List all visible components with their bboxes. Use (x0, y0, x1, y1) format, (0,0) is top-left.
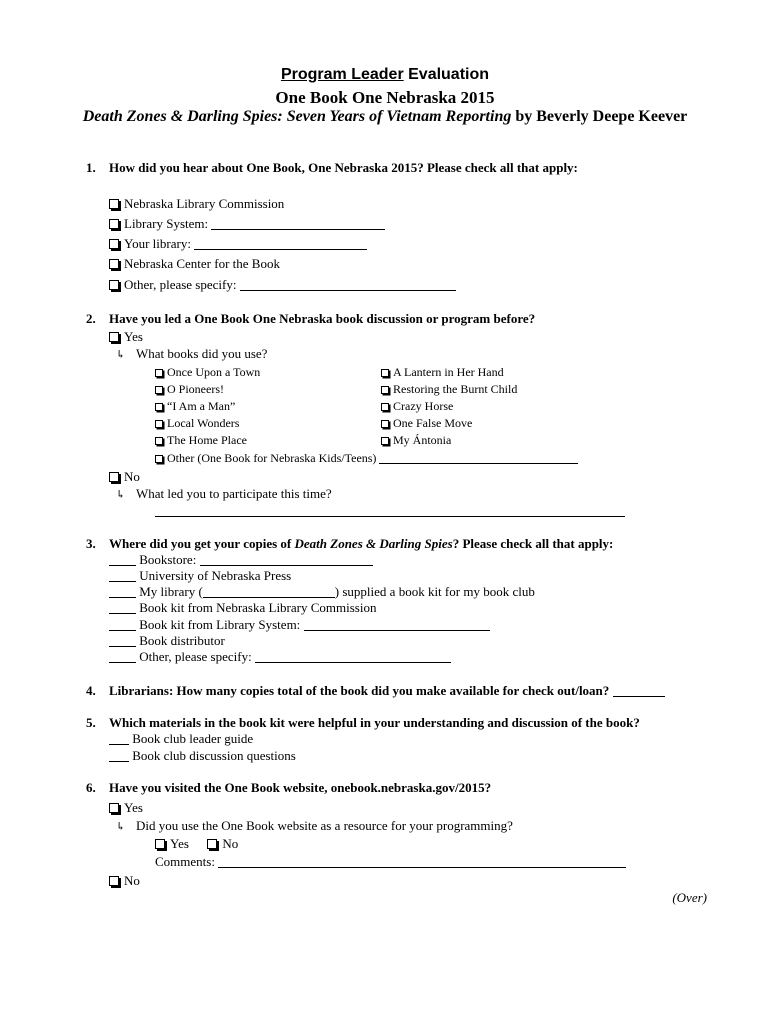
checkbox-icon[interactable] (109, 332, 119, 342)
q3-number: 3. (86, 536, 96, 551)
q4-question-label: Librarians: How many copies total of the book did you make available for check out/loan? (109, 683, 610, 698)
checkbox-icon[interactable] (381, 369, 389, 377)
library-system-field[interactable] (211, 217, 385, 230)
q3-option-label: Bookstore: (139, 552, 197, 567)
return-arrow-icon: ↳ (116, 489, 126, 501)
q3-option-label: Book distributor (139, 633, 225, 648)
q3-option-label: ) supplied a book kit for my book club (334, 584, 535, 599)
book-label: The Home Place (167, 433, 247, 447)
q5-option-1[interactable] (109, 731, 253, 747)
q1-option-4-label: Nebraska Center for the Book (124, 256, 280, 271)
checkbox-icon[interactable] (381, 386, 389, 394)
book-label: One False Move (393, 416, 473, 430)
q3-option-label: Book kit from Nebraska Library Commission (139, 600, 377, 615)
your-library-field[interactable] (194, 237, 367, 250)
q3-check-field[interactable] (109, 569, 136, 582)
book-option[interactable] (155, 398, 235, 414)
book-option[interactable] (381, 432, 451, 448)
q3-check-field[interactable] (109, 618, 136, 631)
book-title: Death Zones & Darling Spies: Seven Years of Vietnam Reporting (82, 108, 512, 125)
q6-no-label: No (124, 873, 140, 888)
q2-no-sub-label: What led you to participate this time? (136, 486, 332, 501)
q2-no[interactable] (109, 469, 140, 485)
q6-sub-answers (155, 836, 238, 852)
over-label: Over (676, 890, 703, 905)
book-option[interactable] (381, 364, 504, 380)
q5-option-label: Book club leader guide (132, 731, 254, 746)
q6-comments-label: Comments: (155, 854, 215, 869)
checkbox-icon[interactable] (155, 437, 163, 445)
q6-no[interactable] (109, 873, 140, 889)
book-label: O Pioneers! (167, 382, 224, 396)
book-other-field[interactable] (379, 451, 578, 464)
checkbox-icon[interactable] (109, 259, 119, 269)
book-option[interactable] (155, 381, 224, 397)
q1-option-2-label: Library System: (124, 216, 209, 231)
book-option[interactable] (381, 415, 472, 431)
q1-option-5-label: Other, please specify: (124, 277, 237, 292)
q4-question (109, 683, 665, 699)
checkbox-icon[interactable] (155, 839, 165, 849)
q2-no-sub (116, 486, 332, 503)
checkbox-icon[interactable] (381, 437, 389, 445)
q2-question: Have you led a One Book One Nebraska book discussion or program before? (109, 311, 536, 326)
checkbox-icon[interactable] (155, 386, 163, 394)
checkbox-icon[interactable] (207, 839, 217, 849)
book-label: Crazy Horse (393, 399, 454, 413)
book-label: Restoring the Burnt Child (393, 382, 518, 396)
book-option[interactable] (381, 398, 453, 414)
book-option[interactable] (381, 381, 517, 397)
q5-question: Which materials in the book kit were helpful in your understanding and discussion of the book? (109, 715, 640, 730)
q4-number: 4. (86, 683, 96, 698)
q3-question-book: Death Zones & Darling Spies (294, 536, 453, 551)
q2-no-label: No (124, 469, 140, 484)
book-label: A Lantern in Her Hand (393, 365, 504, 379)
book-other-label: Other (One Book for Nebraska Kids/Teens) (167, 451, 377, 465)
q5-option-2[interactable] (109, 748, 296, 764)
checkbox-icon[interactable] (109, 803, 119, 813)
q1-other-field[interactable] (240, 278, 456, 291)
q2-yes-label: Yes (124, 329, 143, 344)
return-arrow-icon: ↳ (116, 349, 126, 361)
q6-yes-label: Yes (124, 800, 143, 815)
q1-option-5[interactable] (109, 277, 456, 293)
book-label: My Ántonia (393, 433, 452, 447)
q3-question-b: ? Please check all that apply: (452, 536, 614, 551)
checkbox-icon[interactable] (155, 455, 163, 463)
book-label: Once Upon a Town (167, 365, 261, 379)
q1-option-3[interactable] (109, 236, 367, 252)
form-title (0, 66, 770, 84)
checkbox-icon[interactable] (155, 369, 163, 377)
checkbox-icon[interactable] (381, 403, 389, 411)
library-system-kit-field[interactable] (304, 618, 490, 631)
q2-sub (116, 346, 267, 363)
q3-check-field[interactable] (109, 650, 136, 663)
q2-reason-line[interactable] (155, 503, 625, 519)
book-option[interactable] (155, 415, 239, 431)
q6-yes[interactable] (109, 800, 143, 816)
q5-option-label: Book club discussion questions (132, 748, 296, 763)
book-author: by Beverly Deepe Keever (511, 108, 688, 125)
q1-option-4[interactable] (109, 256, 280, 272)
q3-question (109, 536, 613, 552)
q5-number: 5. (86, 715, 96, 730)
q3-option-distributor[interactable] (109, 633, 225, 649)
bookstore-field[interactable] (200, 553, 373, 566)
book-option[interactable] (155, 432, 247, 448)
q6-question: Have you visited the One Book website, onebook.nebraska.gov/2015? (109, 780, 492, 795)
checkbox-icon[interactable] (109, 876, 119, 886)
over-note: (Over) (672, 890, 707, 905)
copies-count-field[interactable] (613, 684, 665, 697)
q3-option-nlc[interactable] (109, 600, 376, 616)
q3-check-field[interactable] (109, 634, 136, 647)
q1-question: How did you hear about One Book, One Nebraska 2015? Please check all that apply: (109, 160, 578, 175)
q3-option-bookstore[interactable] (109, 552, 373, 568)
q6-comments (155, 854, 626, 870)
checkbox-icon[interactable] (109, 239, 119, 249)
q6-number: 6. (86, 780, 96, 795)
q3-option-unp[interactable] (109, 568, 291, 584)
checkbox-icon[interactable] (109, 219, 119, 229)
q3-question-a: Where did you get your copies of (109, 536, 295, 551)
checkbox-icon[interactable] (109, 472, 119, 482)
my-library-field[interactable] (203, 585, 335, 598)
book-option[interactable] (155, 364, 260, 380)
q3-check-field[interactable] (109, 601, 136, 614)
book-option-other[interactable] (155, 450, 578, 466)
q1-option-1-label: Nebraska Library Commission (124, 196, 285, 211)
q3-option-label: University of Nebraska Press (139, 568, 292, 583)
q6-sub-no-label: No (222, 836, 239, 851)
q3-option-label: Book kit from Library System: (139, 617, 301, 632)
comments-field[interactable] (218, 855, 626, 868)
checkbox-icon[interactable] (155, 420, 163, 428)
q1-option-3-label: Your library: (124, 236, 191, 251)
q1-option-1[interactable] (109, 196, 284, 212)
book-label: “I Am a Man” (167, 399, 236, 413)
return-arrow-icon: ↳ (116, 821, 126, 833)
q6-sub-yes-label: Yes (170, 836, 189, 851)
q3-option-other[interactable] (109, 649, 451, 665)
q5-check-field[interactable] (109, 749, 129, 762)
form-title-underlined: Program Leader (280, 66, 404, 83)
q3-check-field[interactable] (109, 585, 136, 598)
q6-sub-label: Did you use the One Book website as a resource for your programming? (136, 818, 513, 833)
book-label: Local Wonders (167, 416, 240, 430)
checkbox-icon[interactable] (109, 199, 119, 209)
q2-yes[interactable] (109, 329, 143, 345)
book-line (0, 108, 770, 126)
q2-sub-label: What books did you use? (136, 346, 268, 361)
form-title-rest: Evaluation (403, 66, 490, 83)
q3-other-field[interactable] (255, 650, 451, 663)
q6-sub-yes[interactable] (155, 836, 189, 851)
q3-check-field[interactable] (109, 553, 136, 566)
form-subtitle: One Book One Nebraska 2015 (275, 88, 495, 107)
checkbox-icon[interactable] (109, 280, 119, 290)
q3-option-label: My library ( (139, 584, 203, 599)
q2-reason-field[interactable] (155, 504, 625, 517)
checkbox-icon[interactable] (381, 420, 389, 428)
q1-option-2[interactable] (109, 216, 385, 232)
q5-check-field[interactable] (109, 732, 129, 745)
q2-number: 2. (86, 311, 96, 326)
q3-option-mylib[interactable] (109, 584, 535, 600)
q3-option-system[interactable] (109, 617, 490, 633)
q6-sub (116, 818, 513, 835)
q3-option-label: Other, please specify: (139, 649, 252, 664)
checkbox-icon[interactable] (155, 403, 163, 411)
q1-number: 1. (86, 160, 96, 175)
q6-sub-no[interactable] (207, 836, 238, 851)
